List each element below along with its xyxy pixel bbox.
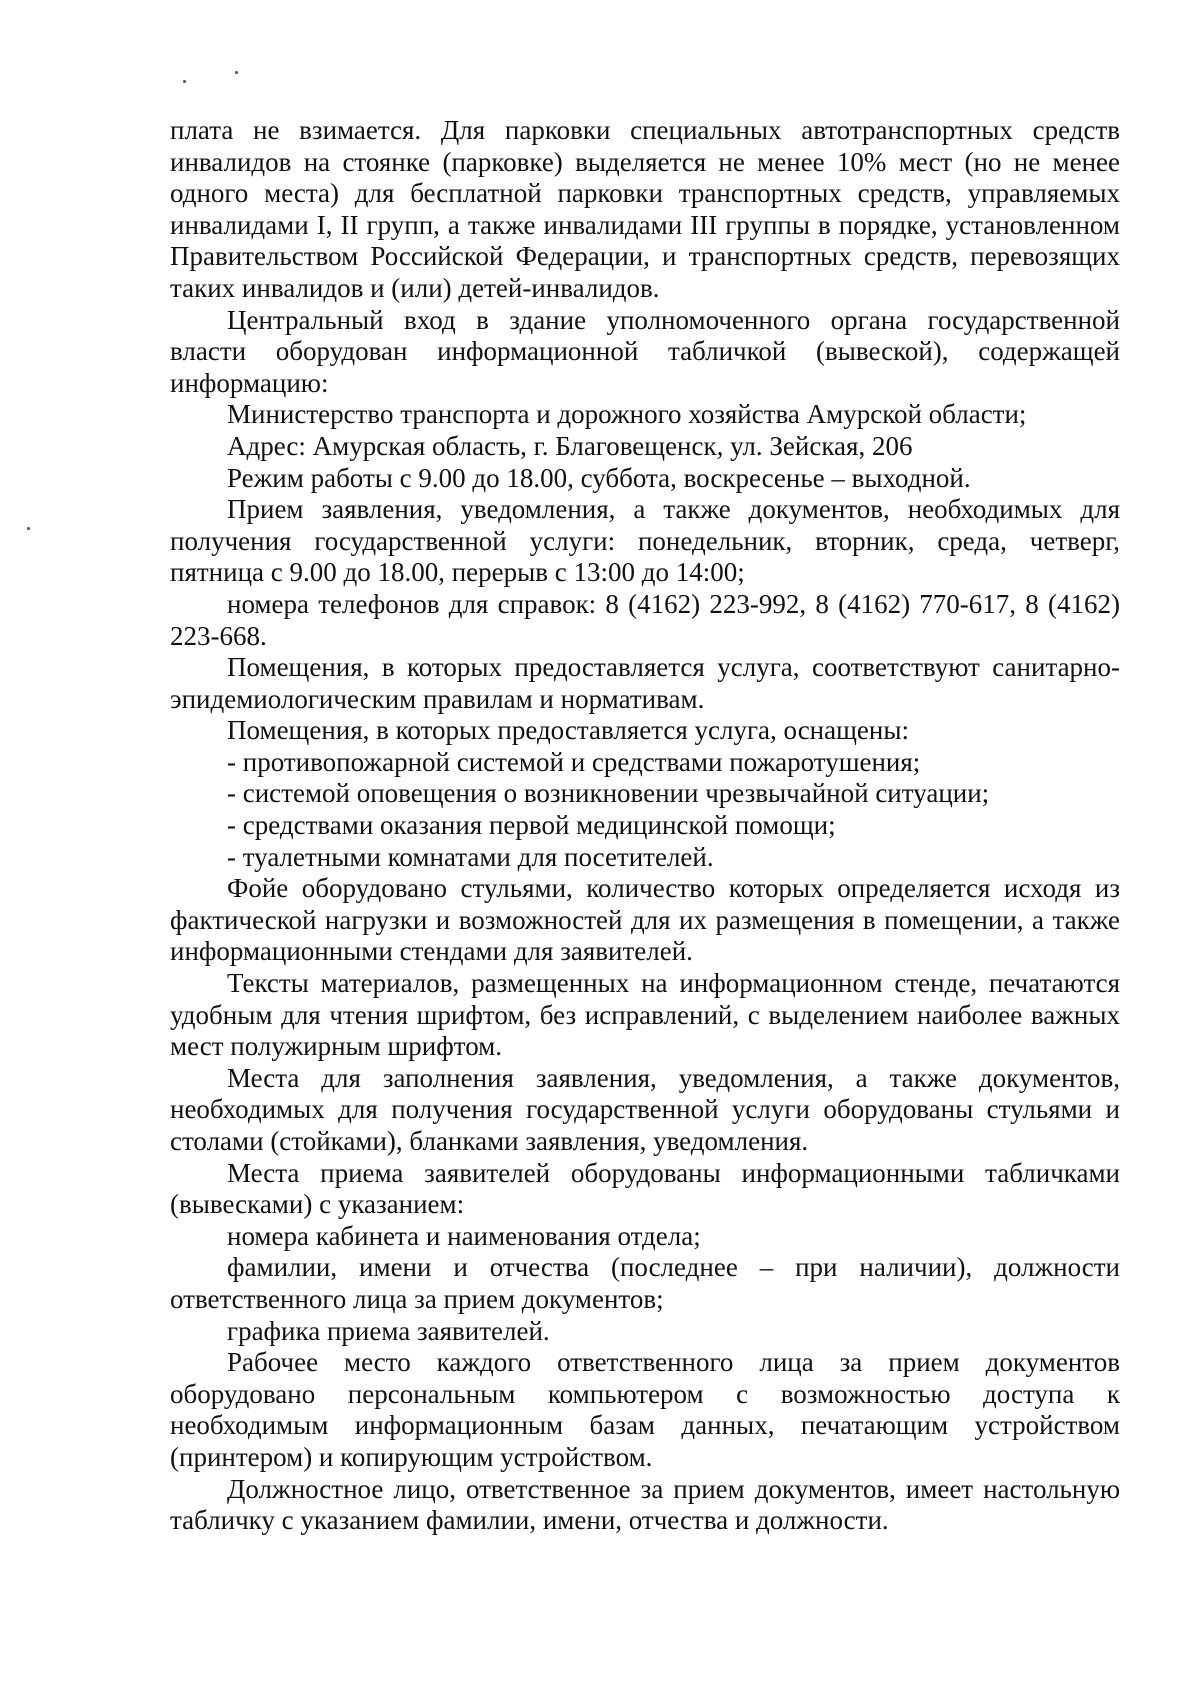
- paragraph-central-entrance: Центральный вход в здание уполномоченного органа государственной власти оборудован информационной табличкой (вывеской), содержащей информацию:: [170, 304, 1120, 398]
- sign-working-hours: Режим работы с 9.00 до 18.00, суббота, воскресенье – выходной.: [227, 462, 971, 493]
- paragraph-reception-places: Места приема заявителей оборудованы информационными табличками (вывесками) с указанием:: [170, 1157, 1120, 1220]
- paragraph-reception-schedule: Прием заявления, уведомления, а также документов, необходимых для получения государственной услуги: понедельник, вторник, среда, четверг, пятница с 9.00 до 18.00, перерыв с 13:00 до 14:00;: [170, 494, 1120, 588]
- list-item: графика приема заявителей.: [227, 1315, 550, 1346]
- list-item: номера кабинета и наименования отдела;: [227, 1220, 701, 1251]
- sign-address: Адрес: Амурская область, г. Благовещенск, ул. Зейская, 206: [227, 430, 913, 461]
- sign-ministry-name: Министерство транспорта и дорожного хозяйства Амурской области;: [227, 399, 1027, 430]
- list-item: - системой оповещения о возникновении чрезвычайной ситуации;: [227, 778, 990, 809]
- paragraph-workplace: Рабочее место каждого ответственного лица за прием документов оборудовано персональным компьютером с возможностью доступа к необходимым информационным базам данных, печатающим устройством (принтером) и копирующим устройством.: [170, 1347, 1120, 1472]
- paragraph-premises-equipped: Помещения, в которых предоставляется услуга, оснащены:: [227, 715, 909, 746]
- document-body: [170, 115, 1120, 1537]
- paragraph-parking-continued: плата не взимается. Для парковки специальных автотранспортных средств инвалидов на стоянке (парковке) выделяется не менее 10% мест (но не менее одного места) для бесплатной парковки транспортных средств, управляемых инвалидами I, II групп, а также инвалидами III группы в порядке, установленном Правительством Российской Федерации, и транспортных средств, перевозящих таких инвалидов и (или) детей-инвалидов.: [170, 115, 1120, 303]
- paragraph-stand-texts: Тексты материалов, размещенных на информационном стенде, печатаются удобным для чтения шрифтом, без исправлений, с выделением наиболее важных мест полужирным шрифтом.: [170, 968, 1120, 1062]
- list-item: - средствами оказания первой медицинской помощи;: [227, 810, 836, 841]
- list-item: - противопожарной системой и средствами пожаротушения;: [227, 746, 921, 777]
- paragraph-filling-places: Места для заполнения заявления, уведомления, а также документов, необходимых для получения государственной услуги оборудованы стульями и столами (стойками), бланками заявления, уведомления.: [170, 1062, 1120, 1156]
- scan-speck: [183, 80, 186, 83]
- list-item: фамилии, имени и отчества (последнее – при наличии), должности ответственного лица за прием документов;: [170, 1252, 1120, 1314]
- list-item: - туалетными комнатами для посетителей.: [227, 841, 714, 872]
- paragraph-sanitary-rules: Помещения, в которых предоставляется услуга, соответствуют санитарно-эпидемиологическим правилам и нормативам.: [170, 652, 1120, 714]
- scan-speck: [235, 71, 238, 74]
- paragraph-phone-numbers: номера телефонов для справок: 8 (4162) 223-992, 8 (4162) 770-617, 8 (4162) 223-668.: [170, 588, 1120, 651]
- paragraph-desk-nameplate: Должностное лицо, ответственное за прием документов, имеет настольную табличку с указанием фамилии, имени, отчества и должности.: [170, 1473, 1120, 1536]
- paragraph-foyer: Фойе оборудовано стульями, количество которых определяется исходя из фактической нагрузки и возможностей для их размещения в помещении, а также информационными стендами для заявителей.: [170, 873, 1120, 967]
- scan-speck: [27, 527, 30, 530]
